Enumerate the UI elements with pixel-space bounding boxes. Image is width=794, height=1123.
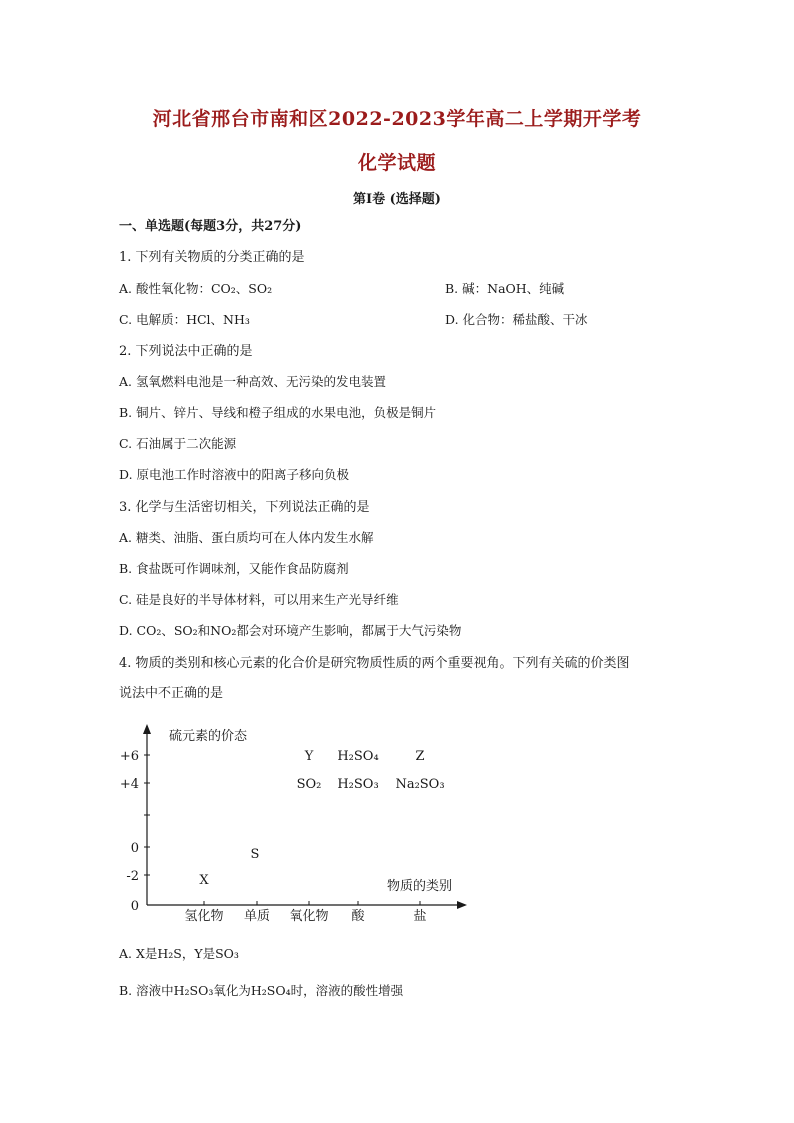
q1-stem: 1. 下列有关物质的分类正确的是 (119, 250, 305, 265)
y-tick-label: +4 (119, 777, 139, 792)
chart-svg (119, 718, 489, 928)
q3-option-b: B. 食盐既可作调味剂，又能作食品防腐剂 (119, 561, 349, 576)
chart-point-label: Z (415, 749, 425, 764)
x-tick-label: 单质 (243, 909, 271, 924)
chart-point-label: SO₂ (296, 777, 322, 792)
q3-option-a: A. 糖类、油脂、蛋白质均可在人体内发生水解 (119, 530, 374, 545)
q3-stem: 3. 化学与生活密切相关，下列说法正确的是 (119, 500, 370, 515)
x-tick-label: 酸 (351, 909, 365, 924)
q3-option-c: C. 硅是良好的半导体材料，可以用来生产光导纤维 (119, 592, 399, 607)
volume-heading: 第Ⅰ卷 (选择题) (353, 192, 441, 207)
q2-option-d: D. 原电池工作时溶液中的阳离子移向负极 (119, 467, 350, 482)
x-tick-label: 氢化物 (184, 909, 224, 924)
q1-option-b: B. 碱：NaOH、纯碱 (445, 281, 565, 296)
q4-option-b: B. 溶液中H₂SO₃氧化为H₂SO₄时，溶液的酸性增强 (119, 983, 404, 998)
sulfur-valence-chart (119, 718, 489, 928)
q2-option-a: A. 氢氧燃料电池是一种高效、无污染的发电装置 (119, 374, 386, 389)
q1-option-d: D. 化合物：稀盐酸、干冰 (445, 312, 588, 327)
chart-point-label: X (199, 873, 209, 888)
q2-option-b: B. 铜片、锌片、导线和橙子组成的水果电池，负极是铜片 (119, 405, 437, 420)
exam-title: 河北省邢台市南和区2022-2023学年高二上学期开学考 (152, 108, 642, 130)
section-heading: 一、单选题(每题3分，共27分) (119, 219, 302, 234)
x-axis-title: 物质的类别 (387, 879, 453, 894)
q4-stem-line2: 说法中不正确的是 (119, 686, 224, 701)
chart-point-label: H₂SO₃ (337, 777, 379, 792)
x-tick-label: 盐 (413, 909, 427, 924)
q2-stem: 2. 下列说法中正确的是 (119, 344, 253, 359)
y-tick-label: 0 (130, 841, 139, 856)
y-tick-label: 0 (130, 899, 139, 914)
chart-point-label: H₂SO₄ (337, 749, 379, 764)
q4-stem-line1: 4. 物质的类别和核心元素的化合价是研究物质性质的两个重要视角。下列有关硫的价类图 (119, 656, 630, 671)
chart-point-label: Y (304, 749, 314, 764)
x-tick-label: 氧化物 (289, 909, 329, 924)
y-tick-label: -2 (126, 869, 139, 884)
q2-option-c: C. 石油属于二次能源 (119, 436, 237, 451)
y-tick-label: +6 (119, 749, 139, 764)
y-ticks (120, 749, 150, 914)
exam-subject: 化学试题 (357, 152, 436, 174)
q1-option-a: A. 酸性氧化物：CO₂、SO₂ (119, 281, 273, 296)
q3-option-d: D. CO₂、SO₂和NO₂都会对环境产生影响，都属于大气污染物 (119, 623, 462, 638)
chart-point-label: Na₂SO₃ (395, 777, 445, 792)
y-axis-title: 硫元素的价态 (169, 729, 248, 744)
chart-point-label: S (250, 847, 260, 862)
q4-option-a: A. X是H₂S，Y是SO₃ (119, 946, 239, 961)
chart-points (199, 749, 444, 888)
q1-option-c: C. 电解质：HCl、NH₃ (119, 312, 250, 327)
